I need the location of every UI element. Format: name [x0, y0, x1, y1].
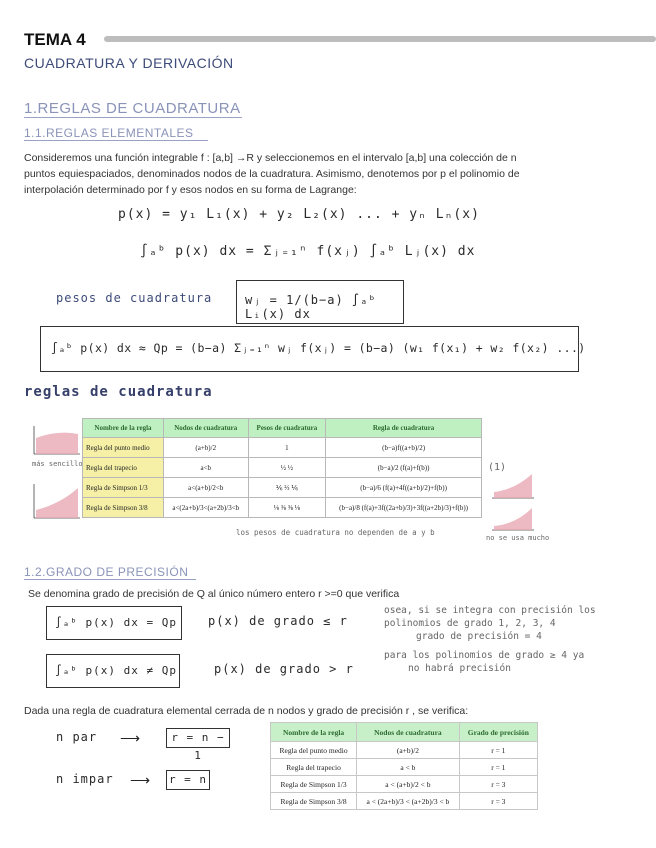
- table-cell: 1: [248, 438, 326, 458]
- table-cell: a < (2a+b)/3 < (a+2b)/3 < b: [357, 793, 460, 810]
- table-cell: a<(2a+b)/3<(a+2b)/3<b: [163, 498, 248, 518]
- table-cell: (b−a)/6 (f(a)+4f((a+b)/2)+f(b)): [326, 478, 482, 498]
- graph-midpoint: [34, 426, 80, 454]
- table-header: Regla de cuadratura: [326, 419, 482, 438]
- table-header: Nodos de cuadratura: [163, 419, 248, 438]
- eq2-note: p(x) de grado > r: [214, 662, 354, 676]
- right-graphs: [490, 470, 536, 532]
- table-row: [83, 498, 482, 518]
- topic-title: TEMA 4: [24, 30, 86, 49]
- table-row: [83, 458, 482, 478]
- table-header: Nodos de cuadratura: [357, 723, 460, 742]
- table-cell: r = 1: [459, 759, 537, 776]
- table-header-row: [271, 723, 538, 742]
- section-title: 1.REGLAS DE CUADRATURA: [24, 100, 241, 117]
- hand-note-line: no habrá precisión: [408, 663, 511, 674]
- table-cell: ⅛ ⅜ ⅜ ⅛: [248, 498, 326, 518]
- table-cell: Regla del trapecio: [271, 759, 357, 776]
- eq1: ∫ₐᵇ p(x) dx = Qp: [55, 616, 177, 629]
- eq1-note: p(x) de grado ≤ r: [208, 614, 348, 628]
- table-header: Pesos de cuadratura: [248, 419, 326, 438]
- pesos-label: pesos de cuadratura: [56, 291, 213, 305]
- definition-text: Se denomina grado de precisión de Q al único número entero r >=0 que verifica: [28, 588, 400, 600]
- table-cell: Regla del punto medio: [271, 742, 357, 759]
- main-formula-box: [40, 326, 586, 372]
- page-subtitle: CUADRATURA Y DERIVACIÓN: [24, 55, 234, 71]
- eq2: ∫ₐᵇ p(x) dx ≠ Qp: [55, 664, 177, 677]
- note-bottom: los pesos de cuadratura no dependen de a y b: [236, 528, 435, 537]
- table-cell: (b−a)f((a+b)/2): [326, 438, 482, 458]
- table-cell: a < (a+b)/2 < b: [357, 776, 460, 793]
- table-cell: Regla del trapecio: [83, 458, 164, 478]
- table-cell: Regla de Simpson 1/3: [271, 776, 357, 793]
- table-cell: r = 3: [459, 793, 537, 810]
- rules-table: [82, 418, 482, 518]
- main-formula: ∫ₐᵇ p(x) dx ≈ Qp = (b−a) Σⱼ₌₁ⁿ wⱼ f(xⱼ) = (b−a) (w₁ f(x₁) + w₂ f(x₂) ...): [51, 341, 586, 355]
- table-row: [271, 793, 538, 810]
- hand-note-line: osea, si se integra con precisión los: [384, 605, 596, 616]
- subsection-underline-2: [24, 579, 196, 580]
- table-cell: Regla de Simpson 3/8: [271, 793, 357, 810]
- table-cell: ⅙ ⅔ ⅙: [248, 478, 326, 498]
- hand-note-line: grado de precisión = 4: [416, 631, 542, 642]
- par-label: n par: [56, 730, 98, 744]
- hand-note-line: polinomios de grado 1, 2, 3, 4: [384, 618, 556, 629]
- table-cell: (b−a)/2 (f(a)+f(b)): [326, 458, 482, 478]
- graph-simpson38: [492, 508, 534, 530]
- subsection-title: 1.1.REGLAS ELEMENTALES: [24, 126, 194, 140]
- arrow-icon: ⟶: [130, 772, 151, 788]
- intro-paragraph: [24, 150, 644, 198]
- table-cell: r = 3: [459, 776, 537, 793]
- side-left-label: más sencillo: [32, 460, 83, 468]
- eq2-box: [46, 654, 180, 688]
- par-result: r = n − 1: [166, 728, 230, 748]
- table-cell: a<b: [163, 458, 248, 478]
- table-header: Nombre de la regla: [83, 419, 164, 438]
- left-graphs: [30, 424, 82, 522]
- table-cell: (a+b)/2: [357, 742, 460, 759]
- arrow-icon: ⟶: [120, 730, 141, 746]
- hand-notes: [384, 604, 644, 675]
- table-cell: r = 1: [459, 742, 537, 759]
- subsection-underline: [24, 140, 208, 141]
- closed-rule-text: Dada una regla de cuadratura elemental cerrada de n nodos y grado de precisión r , se verifica:: [24, 705, 469, 717]
- paragraph-line: puntos equiespaciados, denominados nodos de la cuadratura. Asimismo, denotemos por p el polinomio de: [24, 168, 520, 180]
- table-header: Grado de precisión: [459, 723, 537, 742]
- graph-simpson13: [492, 474, 534, 498]
- impar-result: r = n: [166, 770, 210, 790]
- precision-table: [270, 722, 538, 810]
- integral-formula: ∫ₐᵇ p(x) dx = Σⱼ₌₁ⁿ f(xⱼ) ∫ₐᵇ Lⱼ(x) dx: [140, 244, 476, 259]
- subsection-title-2: 1.2.GRADO DE PRECISIÓN: [24, 565, 189, 579]
- lagrange-formula: p(x) = y₁ L₁(x) + y₂ L₂(x) ... + yₙ Lₙ(x): [118, 207, 480, 222]
- table-row: [83, 438, 482, 458]
- table-row: [83, 478, 482, 498]
- section-underline: [24, 117, 242, 118]
- eq1-box: [46, 606, 182, 640]
- table-row: [271, 742, 538, 759]
- table-cell: (b−a)/8 (f(a)+3f((2a+b)/3)+3f((a+2b)/3)+f(b)): [326, 498, 482, 518]
- table-cell: a<(a+b)/2<b: [163, 478, 248, 498]
- table-cell: (a+b)/2: [163, 438, 248, 458]
- paragraph-line: interpolación determinado por f y esos nodos en su forma de Lagrange:: [24, 184, 357, 196]
- hand-note-line: para los polinomios de grado ≥ 4 ya: [384, 650, 585, 661]
- impar-label: n impar: [56, 772, 114, 786]
- reglas-heading: reglas de cuadratura: [24, 384, 213, 400]
- table-cell: Regla de Simpson 1/3: [83, 478, 164, 498]
- table-cell: Regla de Simpson 3/8: [83, 498, 164, 518]
- paragraph-line: Consideremos una función integrable f : [a,b] →R y seleccionemos en el intervalo [a,b] una colección de n: [24, 152, 517, 164]
- pesos-box: [236, 280, 404, 324]
- table-cell: ½ ½: [248, 458, 326, 478]
- graph-trapecio: [34, 484, 80, 518]
- pesos-formula: wⱼ = 1/(b−a) ∫ₐᵇ Lᵢ(x) dx: [245, 293, 377, 321]
- table-header-row: [83, 419, 482, 438]
- table-cell: a < b: [357, 759, 460, 776]
- title-bar: [104, 36, 656, 42]
- note-right: no se usa mucho: [486, 534, 550, 542]
- table-row: [271, 759, 538, 776]
- table-header: Nombre de la regla: [271, 723, 357, 742]
- table-row: [271, 776, 538, 793]
- table-cell: Regla del punto medio: [83, 438, 164, 458]
- side-right-label: (1): [488, 462, 507, 473]
